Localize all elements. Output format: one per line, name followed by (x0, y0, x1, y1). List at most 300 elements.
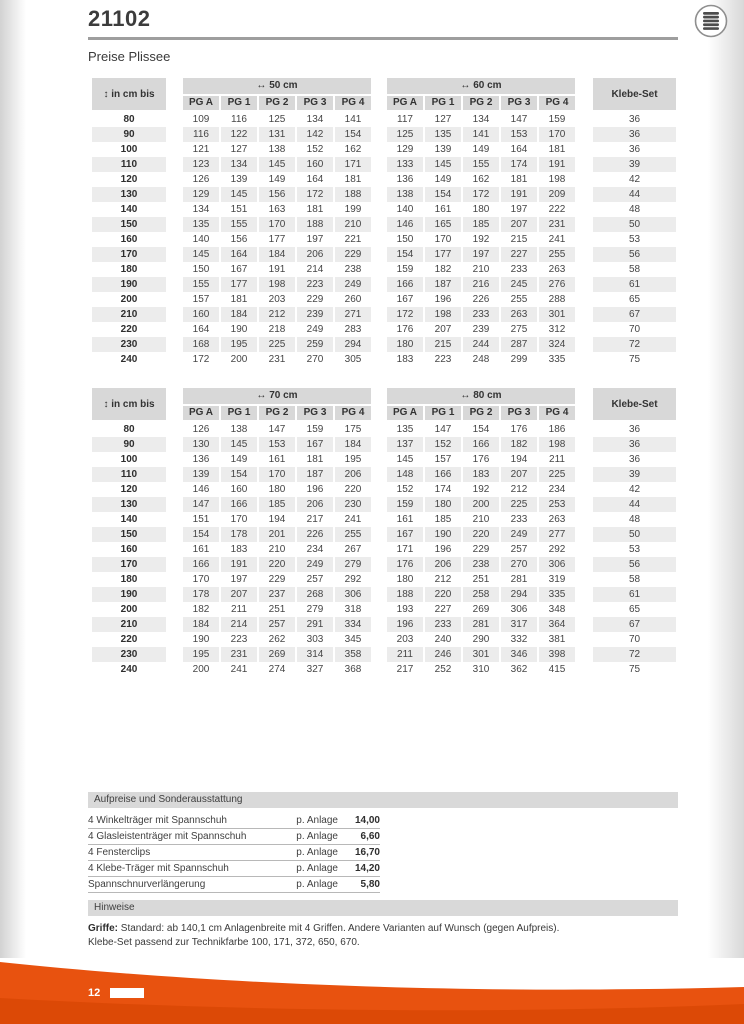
price-cell: 167 (297, 437, 333, 452)
price-cell: 415 (548, 664, 566, 675)
price-cell: 151 (230, 204, 248, 215)
price-cell: 136 (396, 174, 414, 185)
price-cell: 131 (259, 127, 295, 142)
price-cell: 214 (306, 264, 324, 275)
surcharge-price: 14,00 (354, 815, 380, 826)
price-cell: 177 (221, 277, 257, 292)
price-cell: 180 (396, 574, 414, 585)
notes-line-2: Klebe-Set passend zur Technikfarbe 100, 171, 372, 650, 670. (88, 937, 360, 948)
price-cell: 368 (344, 664, 362, 675)
price-cell: 145 (396, 454, 414, 465)
price-cell: 239 (297, 307, 333, 322)
height-cell: 160 (120, 544, 138, 555)
table-row (88, 217, 678, 232)
price-cell: 306 (539, 557, 575, 572)
price-cell: 163 (268, 204, 286, 215)
table-row (88, 232, 678, 247)
price-cell: 231 (221, 647, 257, 662)
price-cell: 177 (268, 234, 286, 245)
surcharge-row (88, 861, 380, 877)
price-cell: 154 (387, 247, 423, 262)
height-cell: 90 (92, 437, 166, 452)
price-cell: 281 (463, 617, 499, 632)
klebe-set-cell: 75 (628, 664, 641, 675)
klebe-set-column-header: Klebe-Set (593, 78, 676, 110)
price-cell: 310 (472, 664, 490, 675)
notes-line-1-text: Standard: ab 140,1 cm Anlagenbreite mit 4 Griffen. Andere Varianten auf Wunsch (gegen Aufpreis). (118, 923, 560, 934)
klebe-set-cell: 36 (593, 437, 676, 452)
table-row (88, 307, 678, 322)
surcharge-price: 5,80 (360, 879, 380, 890)
surcharge-unit: p. Anlage (296, 879, 338, 890)
page-edge-shadow-left (0, 0, 26, 958)
height-cell: 130 (92, 497, 166, 512)
price-cell: 230 (335, 497, 371, 512)
height-cell: 230 (92, 337, 166, 352)
height-cell: 80 (123, 424, 135, 435)
price-cell: 269 (259, 647, 295, 662)
price-cell: 198 (425, 307, 461, 322)
table-row (88, 142, 678, 157)
price-cell: 156 (259, 187, 295, 202)
price-cell: 196 (434, 294, 452, 305)
price-cell: 211 (387, 647, 423, 662)
price-cell: 364 (539, 617, 575, 632)
price-cell: 184 (259, 247, 295, 262)
price-cell: 134 (221, 157, 257, 172)
price-cell: 150 (396, 234, 414, 245)
price-cell: 183 (230, 544, 248, 555)
surcharge-label: 4 Fensterclips (88, 847, 151, 858)
price-cell: 206 (297, 247, 333, 262)
table-row (88, 187, 678, 202)
price-cell: 152 (306, 144, 324, 155)
price-group-column-header: PG 3 (297, 96, 333, 110)
price-cell: 294 (501, 587, 537, 602)
surcharge-row (88, 845, 380, 861)
price-cell: 239 (472, 324, 490, 335)
page-header (88, 6, 678, 64)
price-cell: 161 (396, 514, 414, 525)
price-group-column-header: PG 2 (259, 406, 295, 420)
height-cell: 210 (92, 617, 166, 632)
table-row (88, 632, 678, 647)
price-cell: 178 (183, 587, 219, 602)
price-cell: 135 (183, 217, 219, 232)
price-cell: 362 (510, 664, 528, 675)
price-cell: 116 (231, 114, 247, 125)
price-cell: 127 (434, 114, 452, 125)
price-cell: 220 (259, 557, 295, 572)
price-cell: 195 (183, 647, 219, 662)
price-group-column-header: PG A (183, 96, 219, 110)
price-cell: 259 (297, 337, 333, 352)
price-cell: 226 (472, 294, 490, 305)
height-cell: 140 (120, 514, 138, 525)
klebe-set-cell: 53 (628, 544, 641, 555)
price-cell: 191 (539, 157, 575, 172)
price-cell: 150 (192, 264, 210, 275)
price-cell: 187 (425, 277, 461, 292)
price-cell: 166 (183, 557, 219, 572)
price-cell: 206 (335, 467, 371, 482)
price-cell: 225 (259, 337, 295, 352)
price-cell: 291 (297, 617, 333, 632)
price-cell: 125 (387, 127, 423, 142)
price-cell: 197 (306, 234, 324, 245)
price-cell: 274 (268, 664, 286, 675)
price-cell: 153 (501, 127, 537, 142)
price-cell: 193 (396, 604, 414, 615)
price-cell: 268 (297, 587, 333, 602)
price-cell: 190 (230, 324, 248, 335)
price-cell: 231 (268, 354, 286, 365)
price-cell: 301 (539, 307, 575, 322)
price-cell: 279 (306, 604, 324, 615)
price-cell: 305 (344, 354, 362, 365)
klebe-set-cell: 44 (593, 187, 676, 202)
price-cell: 207 (501, 217, 537, 232)
price-cell: 160 (183, 307, 219, 322)
price-cell: 209 (539, 187, 575, 202)
price-cell: 154 (221, 467, 257, 482)
price-cell: 206 (425, 557, 461, 572)
price-cell: 176 (387, 557, 423, 572)
klebe-set-cell: 53 (628, 234, 641, 245)
price-cell: 283 (344, 324, 362, 335)
price-cell: 172 (192, 354, 210, 365)
table-body (88, 112, 678, 367)
price-group-column-header: PG 4 (335, 406, 371, 420)
table-row (88, 452, 678, 467)
price-cell: 229 (306, 294, 324, 305)
price-cell: 210 (335, 217, 371, 232)
price-cell: 241 (344, 514, 362, 525)
klebe-set-cell: 61 (593, 587, 676, 602)
price-cell: 255 (335, 527, 371, 542)
price-cell: 183 (463, 467, 499, 482)
price-cell: 257 (306, 574, 324, 585)
page-title: 21102 (88, 6, 151, 31)
height-cell: 220 (120, 634, 138, 645)
table-row (88, 422, 678, 437)
price-cell: 139 (434, 144, 452, 155)
table-row (88, 337, 678, 352)
price-cell: 127 (230, 144, 248, 155)
price-cell: 147 (183, 497, 219, 512)
price-cell: 170 (230, 514, 248, 525)
price-cell: 175 (344, 424, 362, 435)
height-cell: 100 (120, 144, 138, 155)
price-cell: 318 (344, 604, 362, 615)
price-cell: 155 (463, 157, 499, 172)
price-cell: 134 (192, 204, 210, 215)
klebe-set-cell: 56 (593, 247, 676, 262)
price-cell: 226 (297, 527, 333, 542)
price-cell: 185 (259, 497, 295, 512)
surcharge-list (88, 813, 380, 893)
price-cell: 262 (268, 634, 286, 645)
price-cell: 276 (539, 277, 575, 292)
table-row (88, 647, 678, 662)
price-cell: 197 (230, 574, 248, 585)
price-cell: 151 (192, 514, 210, 525)
table-row (88, 527, 678, 542)
price-cell: 218 (268, 324, 286, 335)
surcharge-unit: p. Anlage (296, 847, 338, 858)
price-cell: 212 (510, 484, 528, 495)
price-cell: 170 (434, 234, 452, 245)
price-group-column-header: PG 1 (425, 406, 461, 420)
price-cell: 225 (539, 467, 575, 482)
price-cell: 255 (539, 247, 575, 262)
price-cell: 217 (306, 514, 324, 525)
width-group-header: ↔ 80 cm (387, 388, 575, 404)
table-header (88, 78, 678, 110)
price-cell: 180 (387, 337, 423, 352)
price-cell: 257 (510, 544, 528, 555)
price-cell: 162 (472, 174, 490, 185)
price-cell: 166 (425, 467, 461, 482)
price-cell: 166 (221, 497, 257, 512)
price-cell: 196 (434, 544, 452, 555)
price-group-column-header: PG 4 (335, 96, 371, 110)
price-cell: 196 (306, 484, 324, 495)
klebe-set-cell: 58 (628, 574, 641, 585)
price-cell: 138 (230, 424, 248, 435)
price-cell: 152 (396, 484, 414, 495)
price-cell: 231 (539, 217, 575, 232)
price-cell: 165 (425, 217, 461, 232)
price-cell: 183 (396, 354, 414, 365)
price-cell: 203 (396, 634, 414, 645)
price-cell: 251 (472, 574, 490, 585)
price-group-column-header: PG 3 (501, 406, 537, 420)
surcharge-label: 4 Glasleistenträger mit Spannschuh (88, 831, 247, 842)
price-cell: 258 (463, 587, 499, 602)
price-cell: 135 (425, 127, 461, 142)
height-cell: 160 (120, 234, 138, 245)
notes-text (88, 922, 678, 950)
price-cell: 220 (344, 484, 362, 495)
price-cell: 154 (425, 187, 461, 202)
price-cell: 167 (396, 294, 414, 305)
klebe-set-cell: 50 (593, 217, 676, 232)
price-cell: 207 (434, 324, 452, 335)
height-cell: 80 (123, 114, 135, 125)
price-group-column-header: PG A (183, 406, 219, 420)
surcharge-label: Spannschnurverlängerung (88, 879, 206, 890)
price-cell: 381 (548, 634, 566, 645)
price-cell: 203 (268, 294, 286, 305)
price-cell: 188 (335, 187, 371, 202)
height-cell: 120 (120, 174, 138, 185)
price-cell: 174 (501, 157, 537, 172)
surcharge-price: 14,20 (354, 863, 380, 874)
price-cell: 290 (472, 634, 490, 645)
price-cell: 229 (335, 247, 371, 262)
price-cell: 145 (425, 157, 461, 172)
price-cell: 185 (463, 217, 499, 232)
price-cell: 190 (425, 527, 461, 542)
price-table-50-60 (88, 78, 678, 367)
table-row (88, 262, 678, 277)
height-cell: 240 (120, 664, 138, 675)
price-cell: 186 (548, 424, 566, 435)
price-cell: 172 (387, 307, 423, 322)
price-group-column-header: PG 1 (221, 406, 257, 420)
price-cell: 159 (306, 424, 324, 435)
price-cell: 216 (463, 277, 499, 292)
page-edge-shadow-right (708, 0, 744, 958)
table-row (88, 557, 678, 572)
price-cell: 130 (183, 437, 219, 452)
price-cell: 249 (297, 557, 333, 572)
height-cell: 220 (120, 324, 138, 335)
price-cell: 263 (548, 514, 566, 525)
price-cell: 176 (510, 424, 528, 435)
price-cell: 275 (510, 324, 528, 335)
price-cell: 287 (501, 337, 537, 352)
price-table-70-80 (88, 388, 678, 677)
table-row (88, 542, 678, 557)
price-cell: 109 (192, 114, 210, 125)
price-cell: 134 (306, 114, 324, 125)
price-cell: 191 (501, 187, 537, 202)
price-cell: 184 (335, 437, 371, 452)
price-cell: 138 (387, 187, 423, 202)
price-cell: 233 (510, 264, 528, 275)
table-row (88, 112, 678, 127)
price-cell: 319 (548, 574, 566, 585)
price-cell: 292 (344, 574, 362, 585)
table-row (88, 172, 678, 187)
price-cell: 200 (230, 354, 248, 365)
price-cell: 303 (306, 634, 324, 645)
price-cell: 223 (434, 354, 452, 365)
price-cell: 138 (268, 144, 286, 155)
price-cell: 136 (192, 454, 210, 465)
price-cell: 164 (510, 144, 528, 155)
price-cell: 192 (472, 484, 490, 495)
price-cell: 225 (501, 497, 537, 512)
price-cell: 221 (344, 234, 362, 245)
price-cell: 162 (344, 144, 362, 155)
klebe-set-cell: 67 (593, 617, 676, 632)
width-group-header: ↔ 50 cm (183, 78, 371, 94)
price-cell: 292 (548, 544, 566, 555)
price-cell: 260 (344, 294, 362, 305)
price-cell: 184 (183, 617, 219, 632)
price-cell: 348 (548, 604, 566, 615)
price-cell: 181 (510, 174, 528, 185)
price-cell: 223 (297, 277, 333, 292)
height-cell: 200 (120, 294, 138, 305)
price-cell: 197 (510, 204, 528, 215)
table-row (88, 292, 678, 307)
price-cell: 149 (268, 174, 286, 185)
price-cell: 147 (268, 424, 286, 435)
klebe-set-cell: 39 (593, 157, 676, 172)
klebe-set-column-header: Klebe-Set (593, 388, 676, 420)
price-cell: 198 (539, 437, 575, 452)
price-cell: 185 (434, 514, 452, 525)
price-cell: 164 (192, 324, 210, 335)
price-cell: 210 (472, 514, 490, 525)
table-row (88, 482, 678, 497)
table-row (88, 617, 678, 632)
price-cell: 123 (183, 157, 219, 172)
price-cell: 178 (221, 527, 257, 542)
price-group-column-header: PG 4 (539, 406, 575, 420)
price-cell: 398 (539, 647, 575, 662)
price-group-column-header: PG 3 (501, 96, 537, 110)
klebe-set-cell: 75 (628, 354, 641, 365)
price-cell: 238 (463, 557, 499, 572)
price-cell: 211 (549, 454, 565, 465)
footer-marker-box (110, 988, 144, 998)
price-cell: 332 (510, 634, 528, 645)
price-cell: 227 (501, 247, 537, 262)
price-cell: 154 (335, 127, 371, 142)
price-cell: 198 (548, 174, 566, 185)
price-group-column-header: PG 3 (297, 406, 333, 420)
height-cell: 140 (120, 204, 138, 215)
surcharges-section-header: Aufpreise und Sonderausstattung (88, 792, 678, 808)
price-cell: 207 (221, 587, 257, 602)
price-cell: 137 (387, 437, 423, 452)
price-cell: 248 (472, 354, 490, 365)
price-cell: 200 (192, 664, 210, 675)
price-cell: 166 (387, 277, 423, 292)
price-cell: 121 (192, 144, 210, 155)
notes-line-1-label: Griffe: (88, 923, 118, 934)
price-cell: 180 (268, 484, 286, 495)
price-cell: 145 (221, 437, 257, 452)
table-row (88, 587, 678, 602)
price-cell: 154 (183, 527, 219, 542)
price-cell: 147 (510, 114, 528, 125)
klebe-set-cell: 39 (593, 467, 676, 482)
table-row (88, 497, 678, 512)
klebe-set-cell: 70 (628, 634, 641, 645)
price-cell: 141 (344, 114, 362, 125)
table-row (88, 602, 678, 617)
price-cell: 149 (434, 174, 452, 185)
klebe-set-cell: 70 (628, 324, 641, 335)
price-cell: 146 (192, 484, 210, 495)
price-cell: 301 (463, 647, 499, 662)
price-cell: 122 (221, 127, 257, 142)
price-cell: 182 (501, 437, 537, 452)
price-group-column-header: PG 2 (463, 96, 499, 110)
price-cell: 324 (539, 337, 575, 352)
height-cell: 150 (92, 217, 166, 232)
klebe-set-cell: 65 (628, 604, 641, 615)
price-cell: 237 (259, 587, 295, 602)
klebe-set-cell: 67 (593, 307, 676, 322)
price-cell: 159 (387, 497, 423, 512)
height-cell: 120 (120, 484, 138, 495)
notes-line-1 (88, 922, 678, 936)
price-cell: 152 (425, 437, 461, 452)
price-cell: 129 (183, 187, 219, 202)
price-cell: 191 (268, 264, 286, 275)
price-cell: 184 (221, 307, 257, 322)
price-cell: 197 (463, 247, 499, 262)
price-cell: 145 (183, 247, 219, 262)
price-cell: 299 (510, 354, 528, 365)
